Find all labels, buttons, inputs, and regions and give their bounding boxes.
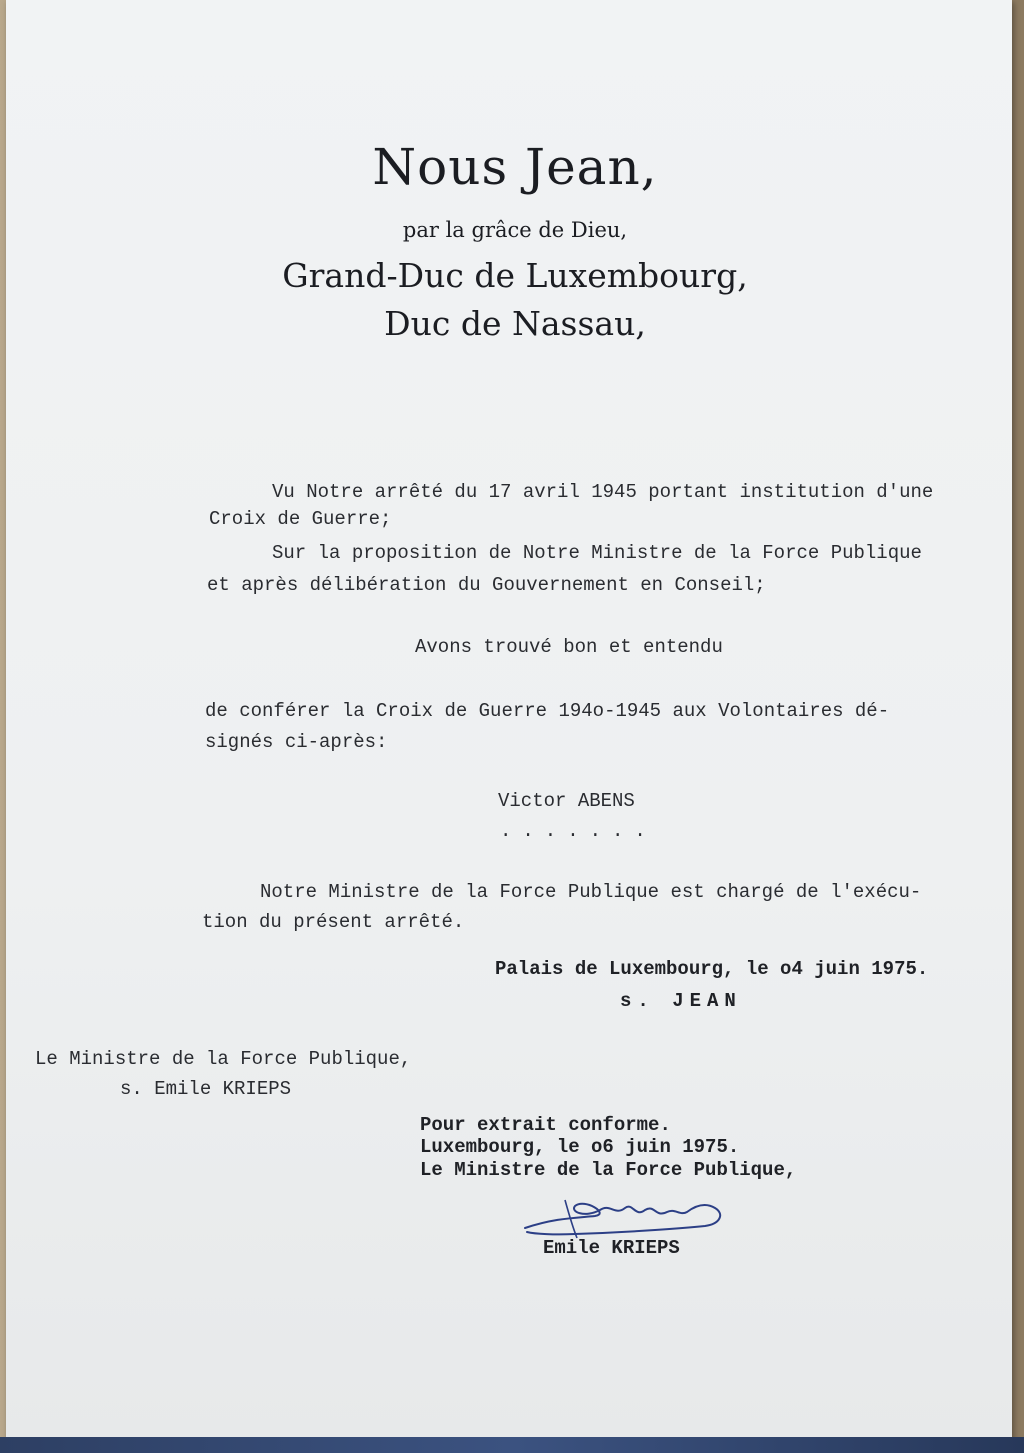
decree-subtitle: par la grâce de Dieu,	[402, 218, 628, 242]
place-date: Palais de Luxembourg, le o4 juin 1975.	[495, 958, 929, 980]
decree-title-duke: Duc de Nassau,	[384, 304, 646, 343]
body-line-3: Sur la proposition de Notre Ministre de la Force Publique	[272, 542, 922, 564]
body-line-2: Croix de Guerre;	[209, 508, 392, 530]
body-line-8: Notre Ministre de la Force Publique est chargé de l'exécu-	[260, 881, 922, 903]
body-line-5: Avons trouvé bon et entendu	[415, 636, 723, 658]
body-line-7: signés ci-après:	[205, 731, 388, 753]
certification-line-1: Pour extrait conforme.	[420, 1114, 671, 1136]
certification-line-2: Luxembourg, le o6 juin 1975.	[420, 1136, 740, 1158]
decree-heading: Nous Jean,	[372, 138, 658, 196]
minister-signed: s. Emile KRIEPS	[120, 1078, 292, 1100]
body-line-1: Vu Notre arrêté du 17 avril 1945 portant institution d'une	[272, 481, 934, 503]
certification-line-3: Le Ministre de la Force Publique,	[420, 1159, 797, 1181]
body-line-9: tion du présent arrêté.	[202, 911, 465, 933]
body-line-6: de conférer la Croix de Guerre 194o-1945 aux Volontaires dé-	[205, 700, 890, 722]
recipient-ellipsis: .......	[500, 820, 657, 842]
certification-signatory: Emile KRIEPS	[543, 1237, 680, 1259]
body-line-4: et après délibération du Gouvernement en Conseil;	[207, 574, 766, 596]
signed-by: s. JEAN	[620, 990, 742, 1012]
bottom-fabric-strip	[0, 1437, 1024, 1453]
minister-title: Le Ministre de la Force Publique,	[35, 1048, 412, 1070]
decree-title-grand-duke: Grand-Duc de Luxembourg,	[282, 256, 748, 295]
recipient-name: Victor ABENS	[498, 790, 635, 812]
